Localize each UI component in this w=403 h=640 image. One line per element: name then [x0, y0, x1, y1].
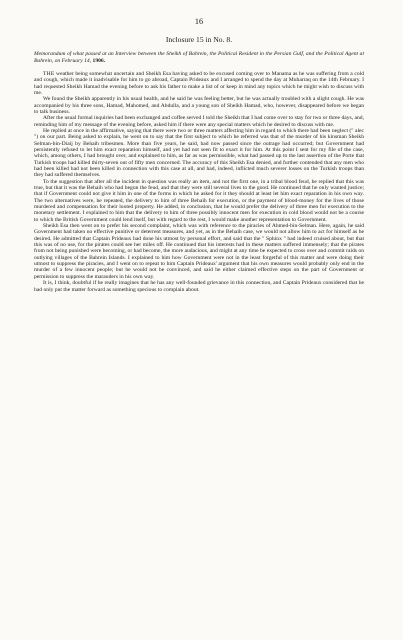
paragraph-1	[34, 71, 364, 96]
paragraph-4: He replied at once in the affirmative, saying that there were two or three matters affecting him in regard to which there had been neglect (" alec ") on our part. Being asked to explain, he went on to say that the first subject to which he referred was that of the murder of his kinsman Sheikh Selman-bin-Diaij by Behaih tribesmen. More than five years, he said, had now passed since the outrage had occurred; but Government had persistently refused to let him exact reparation himself, and yet had not seen fit to exact it for him. At this point I sent for my file of the case, which, among others, I had brought over, and explained to him, as far as was permissible, what had passed up to the last assertion of the Porte that Turkish troops had killed thirty-seven out of fifty men concerned. The accuracy of this Sheikh Esa denied, and further contended that any men who had been killed had not been killed in connection with this case at all, and had, indeed, inflicted much severer losses on the Turkish troops than they had suffered themselves.	[34, 127, 364, 179]
memorandum-text: Memorandum of what passed at an Interview between the Sheikh of Bahrein, the Political Resident in the Persian Gulf, and the Political Agent at Bahrein, on February 14,	[34, 51, 364, 64]
paragraph-5: To the suggestion that after all the incident in question was really an item, and not the first one, in a tribal blood feud, he replied that this was true, but that it was the Behaih who had begun the feud, and that they were still several lives to the good. He continued that he only wanted justice; that if Government could not give it him in one of the forms in which he asked for it they should at least let him exact reparation in his own way. The two alternatives were, he repeated, the delivery to him of three Behaih for execution, or the payment of blood-money for the lives of those murdered and compensation for their looted property. He added, in conclusion, that he would prefer the delivery of three men for execution to the monetary settlement. I explained to him that the delivery to him of three possibly innocent men for execution in cold blood would not be a course to which the British Government could lend itself, but with regard to the rest, I would make another representation to Government.	[34, 178, 364, 223]
memorandum-date: 1906.	[92, 57, 106, 64]
paragraph-lead-word: THE	[43, 70, 55, 77]
paragraph-6: Sheikh Esa then went on to prefer his second complaint, which was with reference to the piracies of Ahmed-bin-Selman. Here, again, he said Government had taken no effective punitive or deterrent measures, and yet, as in the Behaih case, we would not allow him to act for himself as he desired. He admitted that Captain Prideaux had done his utmost by personal effort, and said that the " Sphinx " had indeed cruised about, but that this was of no use, for the pirates could see her miles off. He continued that his interests had in these matters suffered immensely; that the pirates from not being punished were becoming, or had become, the more audacious, and might at any time be expected to cross over and commit raids on outlying villages of the Bahrein Islands. I explained to him how Government were not in the least forgetful of this matter and were doing their utmost to suppress the piracies, and I went on to repeat to him Captain Prideaux' argument that his own measures would probably only end in the murder of a few innocent people; but he would not be convinced, and said he either claimed effective steps on the part of Government or permission to suppress the marauders in his own way.	[34, 223, 364, 280]
page-number: 16	[194, 17, 204, 26]
paragraph-3: After the usual formal inquiries had been exchanged and coffee served I told the Sheikh that I had come over to stay for two or three days, and, reminding him of my message of the evening before, asked him if there were any special matters which he desired to discuss with me.	[34, 115, 364, 128]
paragraph-7: It is, I think, doubtful if he really imagines that he has any well-founded grievance in this connection, and Captain Prideaux considered that he had only put the matter forward as something specious to complain about.	[34, 280, 364, 293]
paragraph-2: We found the Sheikh apparently in his usual health, and he said he was feeling better, but he was actually troubled with a slight cough. He was accompanied by his three sons, Hamad, Mahomed, and Abdulla, and a young son of Sheikh Hamad, who, however, disappeared before we began to talk business.	[34, 96, 364, 115]
memorandum-heading	[34, 51, 364, 65]
paragraph-1-text: weather being somewhat uncertain and Sheikh Esa having asked to be excused coming over to Manama as he was suffering from a cold and cough, which made it inadvisable for him to go abroad, Captain Prideaux and I arranged to spend the day at Muharraq on the 14th February. I had requested Sheikh Hamad the evening before to ask his father to make a list of or keep in mind any topics which he might wish to discuss with me.	[34, 70, 364, 96]
inclosure-title: Inclosure 15 in No. 8.	[165, 35, 233, 44]
document-body	[34, 71, 364, 293]
